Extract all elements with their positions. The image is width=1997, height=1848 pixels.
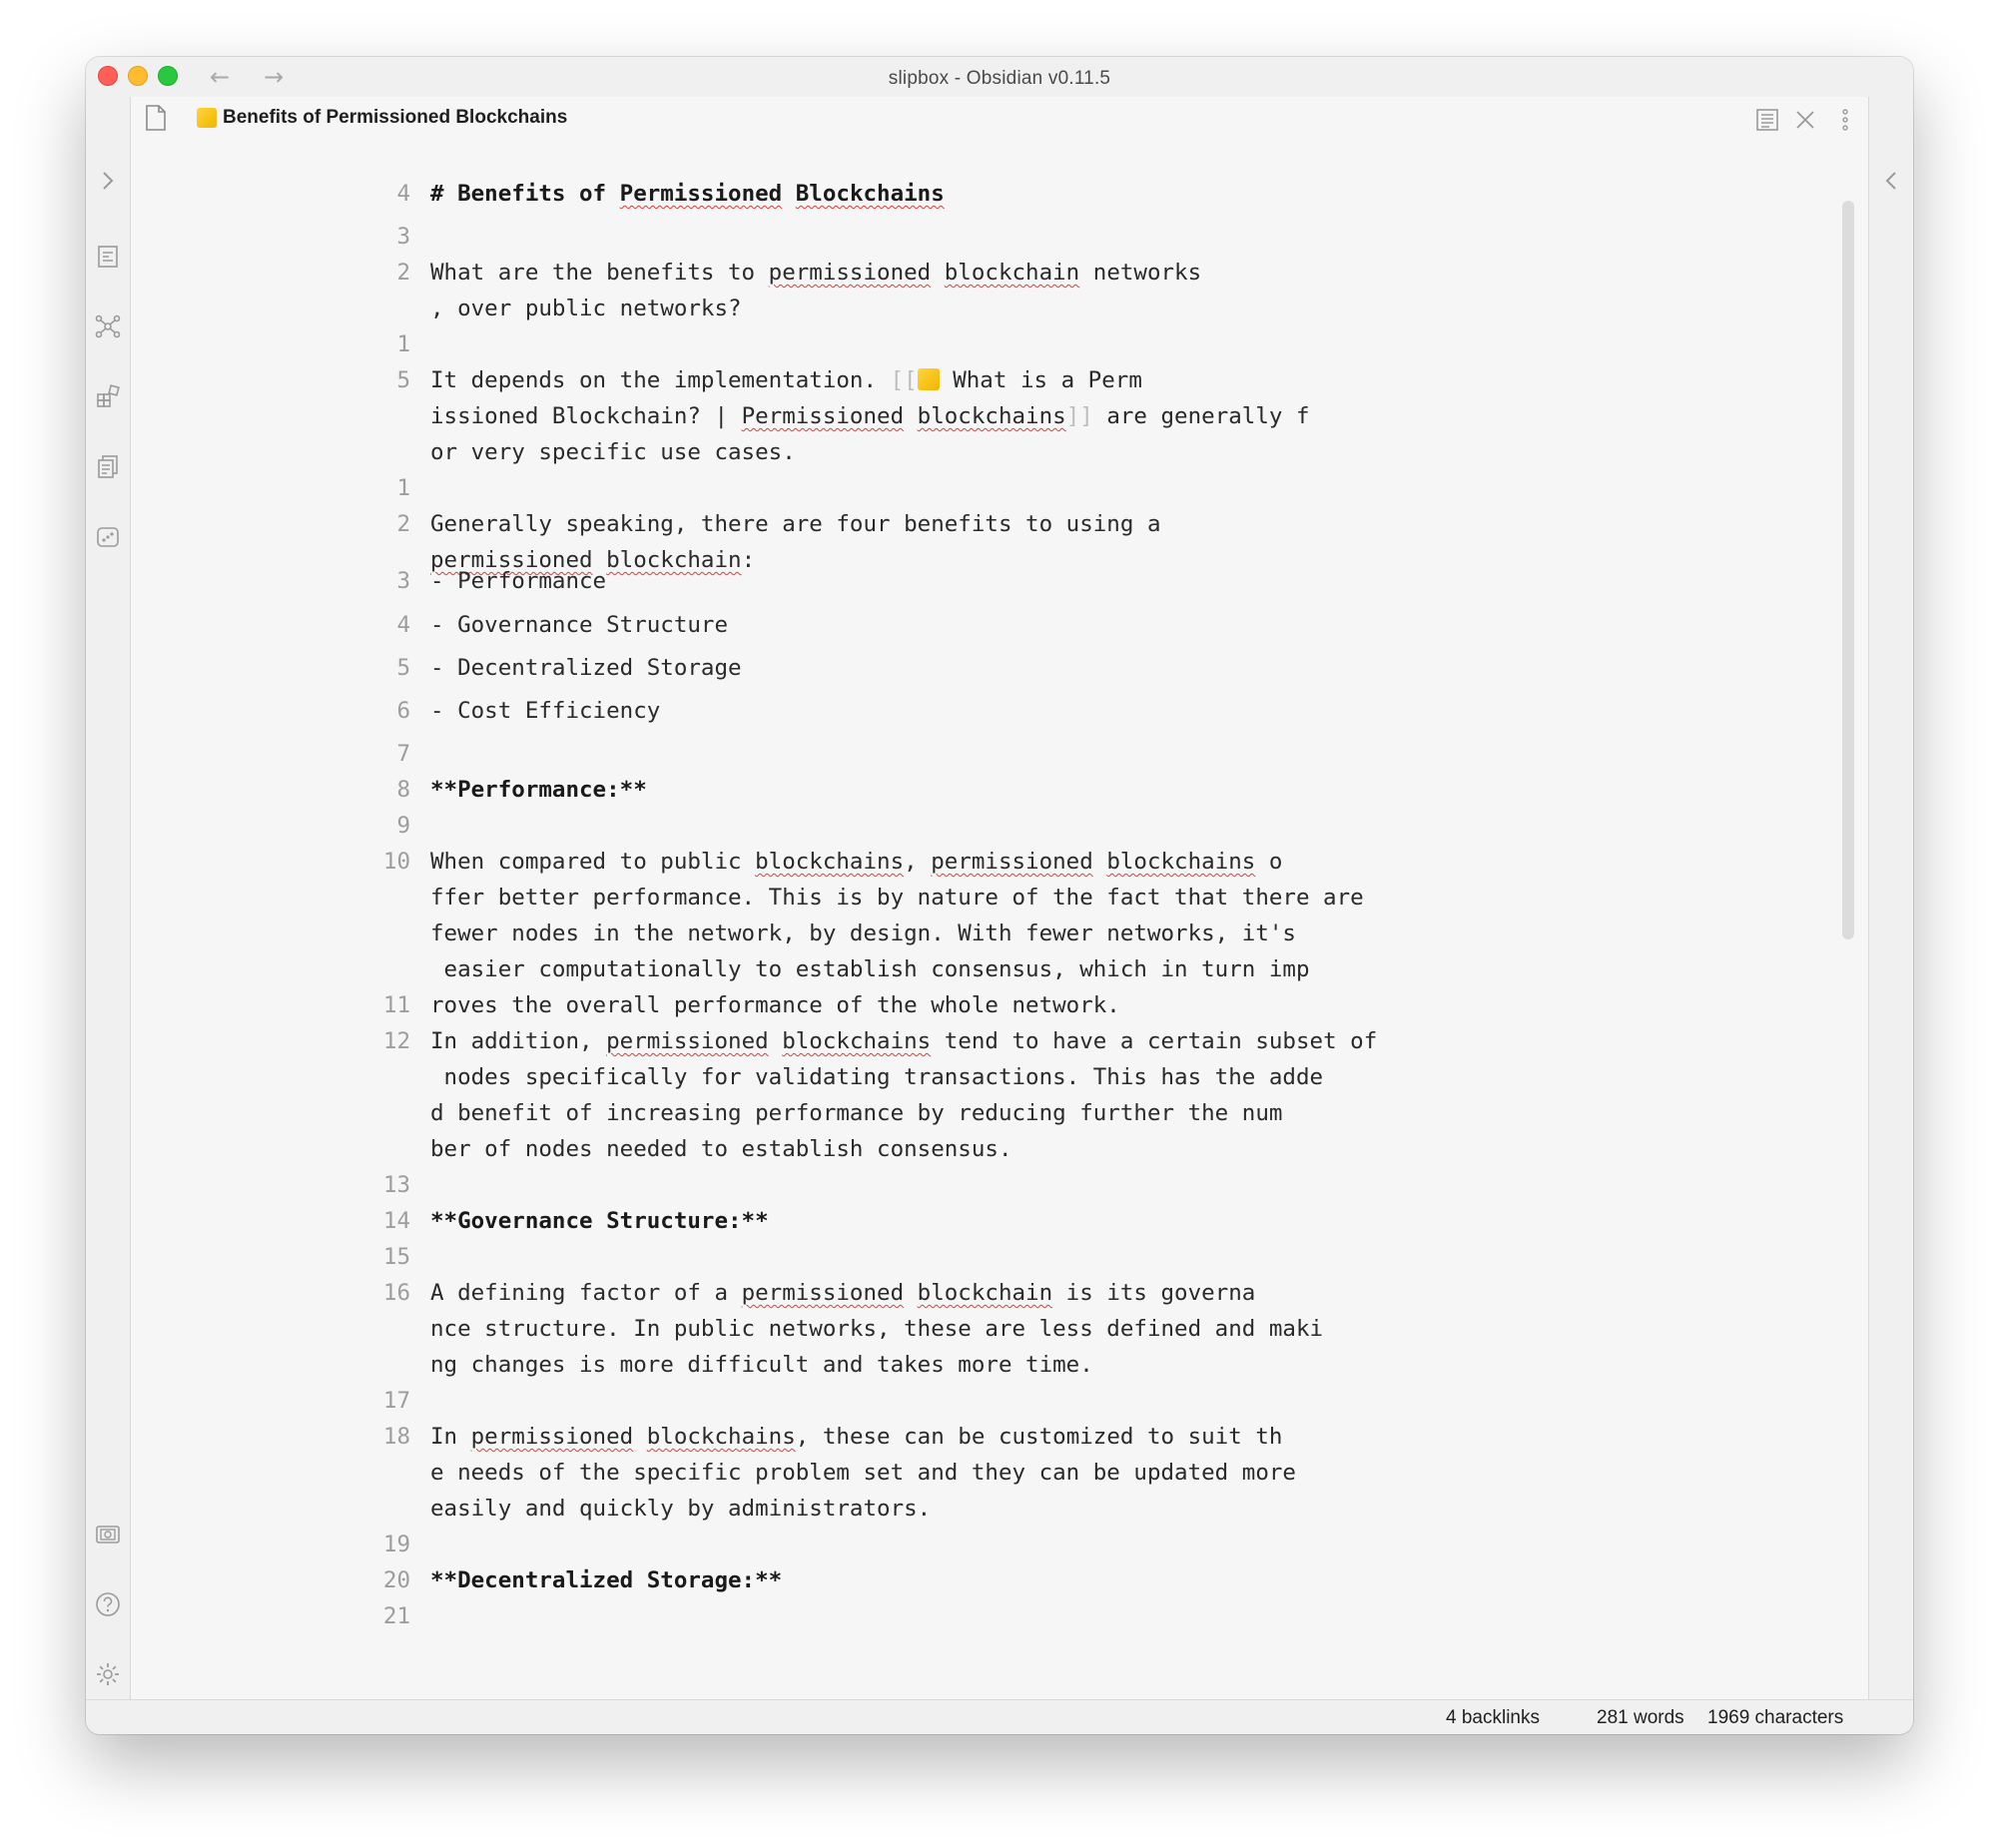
text-line[interactable]: or very specific use cases.: [430, 439, 796, 465]
templates-icon[interactable]: [94, 452, 122, 480]
line-number: 5: [396, 367, 410, 393]
line-number: 16: [382, 1280, 410, 1306]
list-item[interactable]: - Performance: [430, 568, 607, 594]
line-number: 18: [382, 1424, 410, 1450]
character-count: 1969 characters: [1707, 1707, 1844, 1728]
view-header-title[interactable]: [197, 107, 567, 129]
text-line[interactable]: What are the benefits to permissioned blockchain networks: [430, 260, 1202, 286]
line-number: 2: [396, 511, 410, 537]
line-number: 17: [382, 1388, 410, 1414]
text-line[interactable]: fewer nodes in the network, by design. With fewer networks, it's: [430, 921, 1296, 946]
yellow-square-icon: [197, 108, 217, 128]
line-number: 11: [382, 992, 410, 1018]
text-line[interactable]: , over public networks?: [430, 296, 742, 321]
line-number: 10: [382, 849, 410, 875]
markdown-editor[interactable]: [131, 143, 1868, 1700]
line-number: 1: [396, 331, 410, 357]
plugins-icon[interactable]: [94, 382, 122, 410]
view-header: [131, 97, 1868, 143]
left-ribbon: [86, 97, 130, 1734]
text-line[interactable]: permissioned blockchain:: [430, 547, 756, 573]
text-line[interactable]: easily and quickly by administrators.: [430, 1496, 932, 1522]
text-line[interactable]: In permissioned blockchains, these can be customized to suit th: [430, 1424, 1283, 1450]
vault-icon[interactable]: [94, 1521, 122, 1548]
list-item[interactable]: - Governance Structure: [430, 612, 729, 638]
line-number: 8: [396, 777, 410, 803]
line-number: 21: [382, 1603, 410, 1629]
text-line[interactable]: e needs of the specific problem set and they can be updated more: [430, 1460, 1310, 1486]
text-line[interactable]: ffer better performance. This is by nature of the fact that there are: [430, 885, 1378, 911]
line-number: 14: [382, 1208, 410, 1234]
line-number: 19: [382, 1532, 410, 1557]
line-number: 15: [382, 1244, 410, 1270]
line-number: 9: [396, 813, 410, 839]
open-quick-switcher-icon[interactable]: [94, 243, 122, 271]
text-line[interactable]: ber of nodes needed to establish consensus.: [430, 1136, 1012, 1162]
line-number: 7: [396, 741, 410, 767]
text-line[interactable]: **Performance:**: [430, 777, 647, 803]
line-number: 3: [396, 224, 410, 250]
close-icon[interactable]: [1792, 107, 1818, 133]
reading-mode-icon[interactable]: [1754, 107, 1780, 133]
line-number: 5: [396, 655, 410, 681]
line-number: 3: [396, 568, 410, 594]
more-options-icon[interactable]: [1832, 107, 1858, 133]
word-count: 281 words: [1597, 1707, 1684, 1728]
backlinks-count[interactable]: 4 backlinks: [1446, 1707, 1540, 1728]
file-icon: [145, 104, 167, 132]
text-line[interactable]: It depends on the implementation. [[ What is a Perm: [430, 367, 1142, 393]
app-window: [86, 57, 1913, 1734]
right-ribbon: [1869, 97, 1913, 1734]
text-line[interactable]: d benefit of increasing performance by reducing further the num: [430, 1100, 1283, 1126]
status-bar: [86, 1699, 1913, 1734]
right-divider: [1868, 97, 1869, 1700]
graph-view-icon[interactable]: [94, 312, 122, 340]
line-number: 4: [396, 612, 410, 638]
chevron-right-icon[interactable]: [94, 167, 122, 195]
list-item[interactable]: - Cost Efficiency: [430, 698, 661, 724]
line-number: 13: [382, 1172, 410, 1198]
note-title: Benefits of Permissioned Blockchains: [223, 107, 568, 128]
window-title: slipbox - Obsidian v0.11.5: [888, 68, 1111, 89]
heading-line[interactable]: # Benefits of Permissioned Blockchains: [430, 181, 945, 207]
help-icon[interactable]: [94, 1590, 122, 1618]
text-line[interactable]: **Governance Structure:**: [430, 1208, 769, 1234]
text-line[interactable]: nodes specifically for validating transactions. This has the adde: [430, 1064, 1324, 1090]
chevron-left-icon[interactable]: [1877, 167, 1905, 195]
line-number: 20: [382, 1567, 410, 1593]
forward-arrow-icon[interactable]: →: [264, 63, 285, 91]
line-number: 4: [396, 181, 410, 207]
list-item[interactable]: - Decentralized Storage: [430, 655, 742, 681]
text-line[interactable]: ng changes is more difficult and takes more time.: [430, 1352, 1093, 1378]
text-line[interactable]: **Decentralized Storage:**: [430, 1567, 783, 1593]
line-number: 6: [396, 698, 410, 724]
text-line[interactable]: A defining factor of a permissioned blockchain is its governa: [430, 1280, 1256, 1306]
title-bar: [86, 57, 1913, 97]
text-line[interactable]: easier computationally to establish consensus, which in turn imp: [430, 956, 1310, 982]
random-note-icon[interactable]: [94, 522, 122, 550]
yellow-square-icon: [918, 368, 940, 390]
text-line[interactable]: roves the overall performance of the whole network.: [430, 992, 1120, 1018]
line-number: 1: [396, 475, 410, 501]
text-line[interactable]: Generally speaking, there are four benefits to using a: [430, 511, 1175, 537]
settings-icon[interactable]: [94, 1660, 122, 1688]
scrollbar[interactable]: [1842, 201, 1854, 939]
text-line[interactable]: In addition, permissioned blockchains tend to have a certain subset of: [430, 1028, 1378, 1054]
text-line[interactable]: When compared to public blockchains, permissioned blockchains o: [430, 849, 1283, 875]
line-number: 2: [396, 260, 410, 286]
text-line[interactable]: issioned Blockchain? | Permissioned blockchains]] are generally f: [430, 403, 1310, 429]
line-number: 12: [382, 1028, 410, 1054]
text-line[interactable]: nce structure. In public networks, these are less defined and maki: [430, 1316, 1324, 1342]
back-arrow-icon[interactable]: ←: [210, 63, 231, 91]
